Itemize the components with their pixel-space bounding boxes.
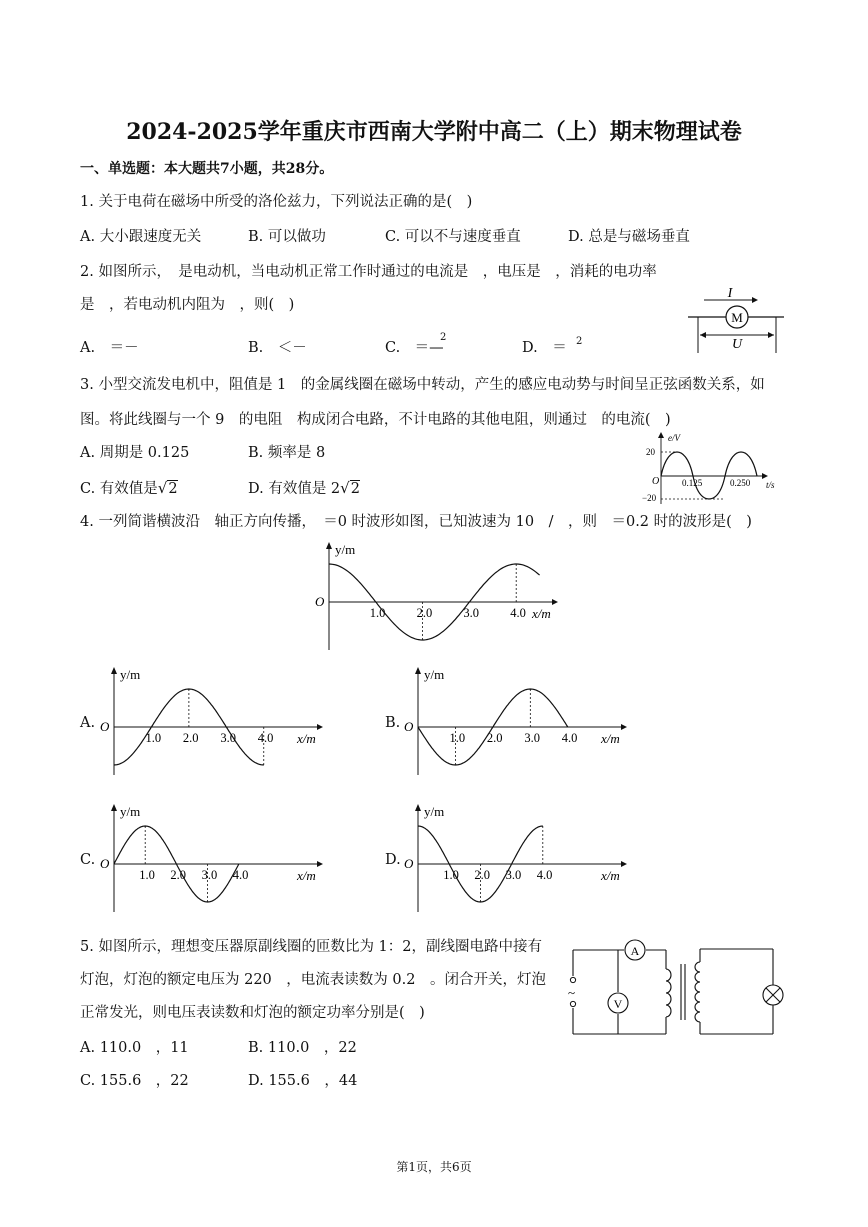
q2-option-a: A. ＝－ [80, 340, 139, 356]
x-tick-label: 3.0 [201, 868, 218, 882]
q4-option-c-label: C. [80, 852, 96, 868]
q3-option-c: C. 有效值是√2 [80, 479, 178, 497]
q2-stem-line2: 是 ，若电动机内阻为 ，则( ) [80, 297, 295, 313]
x-tick-label: 4.0 [510, 606, 526, 620]
q5-option-c: C. 155.6 ，22 [80, 1073, 189, 1089]
q1-stem: 1. 关于电荷在磁场中所受的洛伦兹力，下列说法正确的是( ) [80, 194, 473, 210]
y-axis-label: y/m [120, 804, 141, 819]
q3-option-d: D. 有效值是 2√2 [248, 479, 360, 497]
q4-option-d-label: D. [385, 852, 401, 868]
q4-option-b-graph [399, 665, 639, 777]
q3-option-c-radicand: 2 [168, 481, 178, 497]
x-axis-label: x/m [601, 868, 620, 883]
origin-label: O [404, 856, 414, 871]
x-tick-label: 4.0 [257, 731, 274, 745]
q1-option-c: C. 可以不与速度垂直 [385, 229, 521, 245]
x-tick-label: 3.0 [524, 731, 540, 745]
emf-time-graph [632, 432, 792, 512]
x-tick-label: 2.0 [486, 731, 503, 745]
motor-label: M [731, 310, 743, 325]
x-tick-label: 3.0 [220, 731, 236, 745]
q2-stem-line1: 2. 如图所示， 是电动机，当电动机正常工作时通过的电流是 ，电压是 ，消耗的电功率 [80, 264, 657, 280]
q5-stem-line1: 5. 如图所示，理想变压器原副线圈的匝数比为 1：2，副线圈电路中接有 [80, 939, 543, 955]
y-axis-label: y/m [424, 667, 445, 682]
svg-text:0.250: 0.250 [730, 478, 751, 488]
page-title: 2024-2025学年重庆市西南大学附中高二（上）期末物理试卷 [126, 119, 742, 145]
svg-text:e/V: e/V [668, 433, 680, 443]
svg-text:20: 20 [646, 447, 655, 457]
x-tick-label: 3.0 [463, 606, 480, 620]
q1-option-d: D. 总是与磁场垂直 [568, 229, 690, 245]
ammeter-label: A [630, 944, 640, 958]
x-tick-label: 4.0 [536, 868, 553, 882]
svg-text:t/s: t/s [766, 480, 775, 490]
x-axis-label: x/m [297, 731, 316, 746]
origin-label: O [100, 719, 110, 734]
q3-option-b: B. 频率是 8 [248, 445, 326, 461]
x-tick-label: 1.0 [145, 731, 162, 745]
q4-option-a-graph [95, 665, 335, 777]
q2-option-c-superscript: 2 [440, 332, 447, 343]
current-label: I [727, 286, 733, 301]
q1-option-b: B. 可以做功 [248, 229, 326, 245]
q4-option-b-label: B. [385, 715, 401, 731]
q5-option-a: A. 110.0 ，11 [80, 1040, 189, 1056]
y-axis-label: y/m [424, 804, 445, 819]
q3-option-a: A. 周期是 0.125 [80, 445, 190, 461]
q2-option-c: C. ＝— [385, 340, 444, 356]
x-axis-label: x/m [532, 606, 551, 621]
origin-label: O [315, 594, 325, 609]
x-tick-label: 1.0 [369, 606, 386, 620]
q5-stem-line2: 灯泡，灯泡的额定电压为 220 ，电流表读数为 0.2 。闭合开关，灯泡 [80, 972, 546, 988]
svg-text:−20: −20 [642, 493, 657, 503]
q3-option-d-radicand: 2 [350, 481, 360, 497]
q4-option-a-label: A. [80, 715, 96, 731]
x-tick-label: 1.0 [139, 868, 155, 882]
svg-text:0.125: 0.125 [682, 478, 703, 488]
x-axis-label: x/m [601, 731, 620, 746]
q4-stem: 4. 一列简谐横波沿 轴正方向传播， ＝0 时波形如图，已知波速为 10 / ，则 ＝0.2 时的波形是( ) [80, 514, 752, 530]
x-tick-label: 4.0 [232, 868, 249, 882]
origin-label: O [404, 719, 414, 734]
q4-option-d-graph [399, 802, 639, 914]
origin-label: O [100, 856, 110, 871]
q3-stem-line1: 3. 小型交流发电机中，阻值是 1 的金属线圈在磁场中转动，产生的感应电动势与时间呈正弦函数关系，如 [80, 377, 765, 393]
x-tick-label: 3.0 [505, 868, 522, 882]
x-axis-label: x/m [297, 868, 316, 883]
motor-diagram [686, 285, 786, 355]
ac-source-symbol: ~ [568, 985, 576, 1000]
svg-text:O: O [652, 476, 660, 487]
transformer-circuit [566, 938, 786, 1038]
wave-graph-t0 [310, 540, 570, 652]
x-tick-label: 1.0 [449, 731, 466, 745]
x-tick-label: 1.0 [443, 868, 459, 882]
q5-option-d: D. 155.6 ，44 [248, 1073, 358, 1089]
x-tick-label: 2.0 [474, 868, 491, 882]
q4-option-c-graph [95, 802, 335, 914]
voltage-label: U [731, 337, 743, 352]
page-footer: 第1页，共6页 [396, 1160, 472, 1174]
x-tick-label: 2.0 [416, 606, 433, 620]
x-tick-label: 2.0 [182, 731, 199, 745]
q5-option-b: B. 110.0 ，22 [248, 1040, 357, 1056]
x-tick-label: 4.0 [561, 731, 578, 745]
x-tick-label: 2.0 [170, 868, 187, 882]
section-header: 一、单选题：本大题共7小题，共28分。 [80, 161, 334, 177]
q2-option-d: D. ＝ [522, 340, 567, 356]
y-axis-label: y/m [335, 542, 356, 557]
q2-option-d-superscript: 2 [576, 336, 583, 347]
q3-stem-line2: 图。将此线圈与一个 9 的电阻 构成闭合电路，不计电路的其他电阻，则通过 的电流( ) [80, 412, 671, 428]
y-axis-label: y/m [120, 667, 141, 682]
q1-option-a: A. 大小跟速度无关 [80, 229, 202, 245]
q5-stem-line3: 正常发光，则电压表读数和灯泡的额定功率分别是( ) [80, 1005, 425, 1021]
q2-option-b: B. ＜－ [248, 340, 307, 356]
voltmeter-label: V [613, 997, 623, 1011]
